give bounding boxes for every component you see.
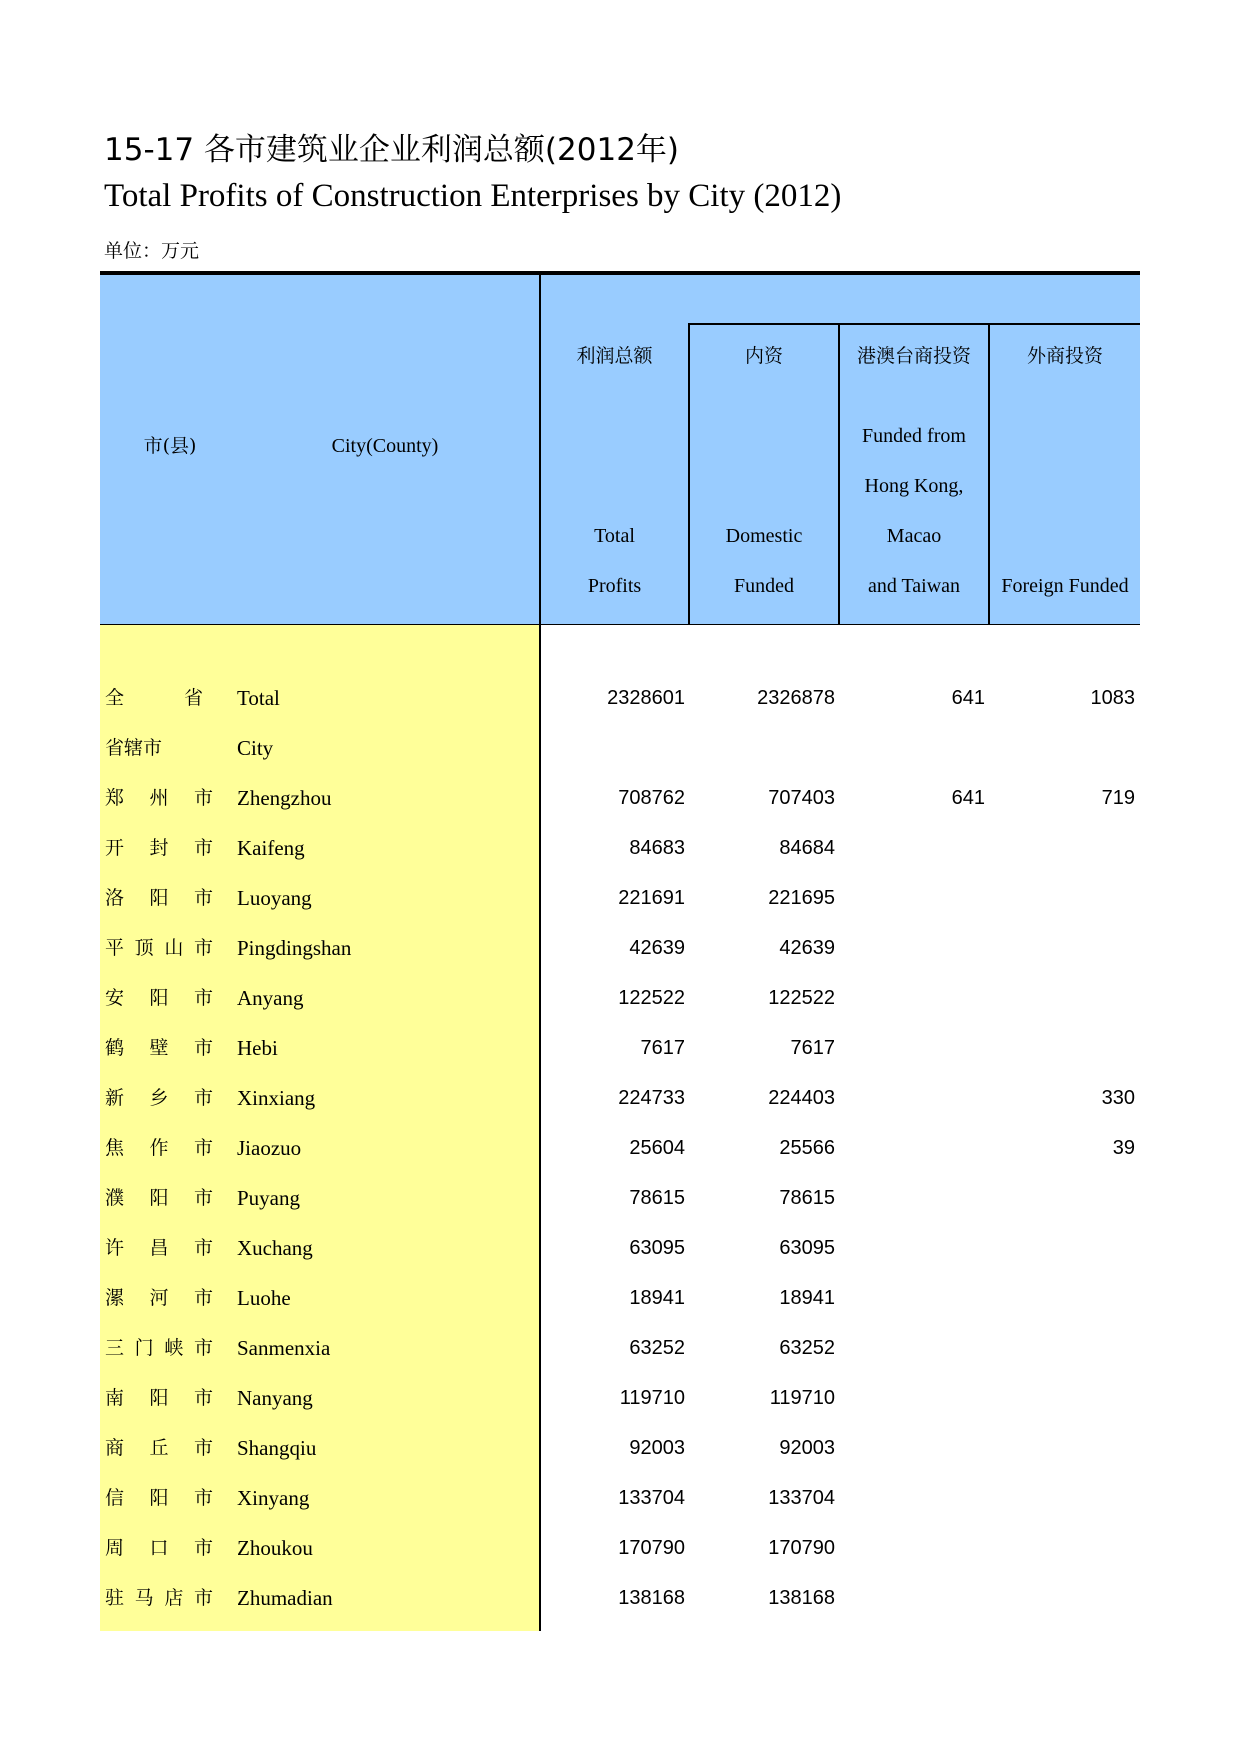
domestic-funded-cell: 224403 [768, 1087, 835, 1109]
city-name-cn: 鹤壁市 [105, 1037, 213, 1059]
page-title-en: Total Profits of Construction Enterprises by City (2012) [104, 178, 842, 214]
table-row [100, 973, 1140, 1023]
foreign-funded-cell: 39 [1112, 1137, 1135, 1159]
city-name-cn: 平顶山市 [105, 937, 213, 959]
total-profits-cell: 63095 [629, 1237, 685, 1259]
col-total-header-en-2: Profits [587, 575, 642, 597]
city-name-en: Luohe [237, 1286, 291, 1310]
city-name-en: Shangqiu [237, 1436, 317, 1460]
foreign-funded-cell: 330 [1101, 1087, 1135, 1109]
col-hmt-header-en-1: Funded from [862, 425, 966, 447]
domestic-funded-cell: 170790 [768, 1537, 835, 1559]
domestic-funded-cell: 84684 [779, 837, 835, 859]
hmt-funded-cell: 641 [951, 787, 985, 809]
city-name-cn: 省辖市 [105, 737, 163, 759]
total-profits-cell: 7617 [640, 1037, 685, 1059]
city-name-en: Luoyang [237, 886, 312, 910]
city-name-cn: 洛阳市 [105, 887, 213, 909]
col-hmt-header-cn: 港澳台商投资 [856, 345, 971, 367]
domestic-funded-cell: 63095 [779, 1237, 835, 1259]
city-name-cn: 焦作市 [105, 1137, 213, 1159]
total-profits-cell: 138168 [618, 1587, 685, 1609]
col-foreign-header-cn: 外商投资 [1026, 345, 1103, 367]
table-row [100, 1173, 1140, 1223]
col-total-header-cn: 利润总额 [576, 345, 653, 367]
city-name-en: Nanyang [237, 1386, 313, 1410]
city-name-cn: 商丘市 [105, 1437, 213, 1459]
table-row [100, 1023, 1140, 1073]
table-row [100, 823, 1140, 873]
table-row [100, 1273, 1140, 1323]
col-total-header-en-1: Total [594, 525, 635, 547]
total-profits-cell: 133704 [618, 1487, 685, 1509]
domestic-funded-cell: 42639 [779, 937, 835, 959]
col-hmt-header-en-4: and Taiwan [867, 575, 961, 597]
city-name-en: Xinxiang [237, 1086, 316, 1110]
city-name-en: Anyang [237, 986, 304, 1010]
total-profits-cell: 78615 [629, 1187, 685, 1209]
total-profits-cell: 221691 [618, 887, 685, 909]
total-profits-cell: 2328601 [607, 687, 685, 709]
city-name-en: Xinyang [237, 1486, 310, 1510]
table-row [100, 1223, 1140, 1273]
table-row [100, 1423, 1140, 1473]
city-name-cn: 南阳市 [105, 1387, 213, 1409]
total-profits-cell: 122522 [618, 987, 685, 1009]
city-name-en: Pingdingshan [237, 936, 352, 960]
subheader-rule [688, 323, 1140, 325]
profits-table [100, 271, 1140, 1631]
table-row [100, 1323, 1140, 1373]
table-row [100, 773, 1140, 823]
total-profits-cell: 25604 [629, 1137, 685, 1159]
city-name-en: City [237, 736, 274, 760]
table-row [100, 1473, 1140, 1523]
city-name-cn: 信阳市 [105, 1487, 213, 1509]
domestic-funded-cell: 221695 [768, 887, 835, 909]
city-name-cn: 三门峡市 [105, 1337, 213, 1359]
domestic-funded-cell: 133704 [768, 1487, 835, 1509]
city-name-en: Xuchang [237, 1236, 313, 1260]
city-name-cn: 郑州市 [105, 787, 213, 809]
foreign-funded-cell: 1083 [1090, 687, 1135, 709]
unit-label: 单位：万元 [104, 240, 200, 262]
domestic-funded-cell: 18941 [779, 1287, 835, 1309]
domestic-funded-cell: 63252 [779, 1337, 835, 1359]
table-row [100, 723, 1140, 773]
city-name-cn: 漯河市 [105, 1287, 213, 1309]
col-domestic-header-cn: 内资 [744, 345, 783, 367]
col-foreign-header-en: Foreign Funded [1001, 575, 1129, 597]
table-row [100, 923, 1140, 973]
col-domestic-header-en-1: Domestic [725, 525, 803, 547]
hmt-funded-cell: 641 [951, 687, 985, 709]
total-profits-cell: 84683 [629, 837, 685, 859]
foreign-funded-cell: 719 [1101, 787, 1135, 809]
city-name-en: Kaifeng [237, 836, 305, 860]
col-domestic-header-en-2: Funded [734, 575, 794, 597]
total-profits-cell: 708762 [618, 787, 685, 809]
total-profits-cell: 42639 [629, 937, 685, 959]
city-name-en: Zhoukou [237, 1536, 313, 1560]
city-name-cn: 全省 [105, 687, 203, 709]
domestic-funded-cell: 78615 [779, 1187, 835, 1209]
city-name-en: Jiaozuo [237, 1136, 302, 1160]
city-name-en: Zhumadian [237, 1586, 333, 1610]
table-row [100, 1073, 1140, 1123]
total-profits-cell: 224733 [618, 1087, 685, 1109]
domestic-funded-cell: 707403 [768, 787, 835, 809]
col-hmt-header-en-2: Hong Kong, [864, 475, 964, 497]
table-row [100, 1123, 1140, 1173]
city-name-en: Sanmenxia [237, 1336, 331, 1360]
total-profits-cell: 170790 [618, 1537, 685, 1559]
table-row [100, 873, 1140, 923]
table-row [100, 673, 1140, 723]
city-name-cn: 驻马店市 [105, 1587, 213, 1609]
stub-header-en: City(County) [331, 435, 439, 457]
total-profits-cell: 18941 [629, 1287, 685, 1309]
city-name-cn: 周口市 [105, 1537, 213, 1559]
city-name-cn: 许昌市 [105, 1237, 213, 1259]
col-hmt-header-en-3: Macao [886, 525, 942, 547]
domestic-funded-cell: 25566 [779, 1137, 835, 1159]
page-title-cn: 15-17 各市建筑业企业利润总额(2012年) [104, 132, 680, 168]
table-row [100, 1523, 1140, 1573]
city-name-en: Zhengzhou [237, 786, 332, 810]
domestic-funded-cell: 92003 [779, 1437, 835, 1459]
domestic-funded-cell: 2326878 [757, 687, 835, 709]
domestic-funded-cell: 122522 [768, 987, 835, 1009]
domestic-funded-cell: 119710 [769, 1387, 835, 1409]
city-name-en: Total [237, 686, 280, 710]
city-name-en: Puyang [237, 1186, 300, 1210]
total-profits-cell: 92003 [629, 1437, 685, 1459]
city-name-cn: 开封市 [105, 837, 213, 859]
city-name-cn: 安阳市 [105, 987, 213, 1009]
stub-header-cn: 市(县) [143, 435, 197, 457]
city-name-cn: 濮阳市 [105, 1187, 213, 1209]
domestic-funded-cell: 138168 [768, 1587, 835, 1609]
city-name-en: Hebi [237, 1036, 278, 1060]
table-row [100, 1573, 1140, 1623]
total-profits-cell: 63252 [629, 1337, 685, 1359]
table-row [100, 1373, 1140, 1423]
city-name-cn: 新乡市 [105, 1087, 213, 1109]
total-profits-cell: 119710 [619, 1387, 685, 1409]
domestic-funded-cell: 7617 [790, 1037, 835, 1059]
